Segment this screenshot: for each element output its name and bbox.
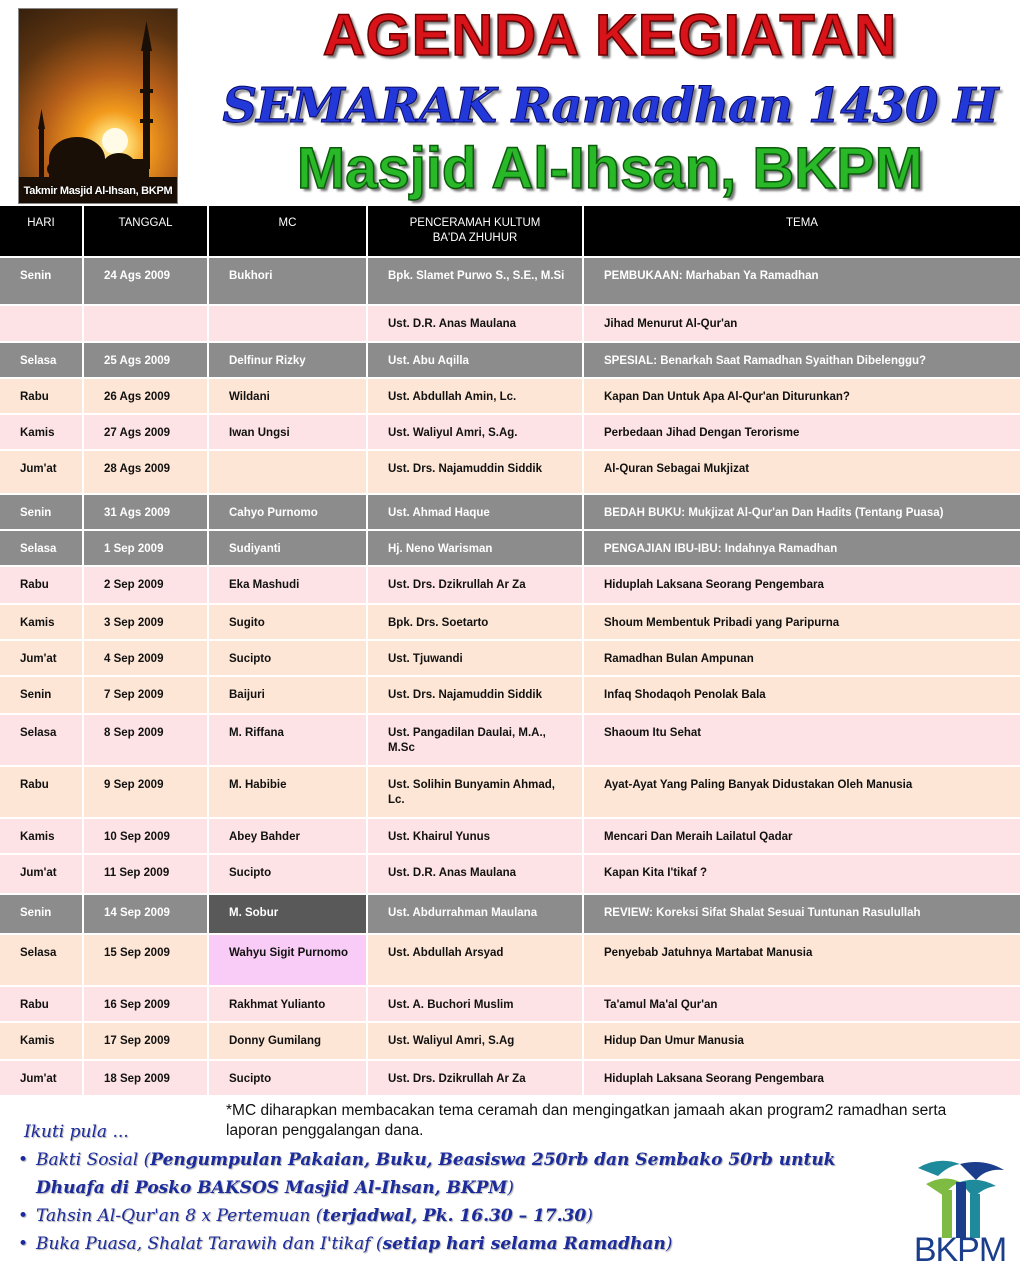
cell-hari: Senin <box>0 495 84 529</box>
cell-mc: M. Riffana <box>209 715 368 765</box>
item-suffix: ) <box>665 1234 673 1254</box>
cell-hari: Kamis <box>0 819 84 853</box>
cell-mc: Cahyo Purnomo <box>209 495 368 529</box>
cell-hari: Kamis <box>0 415 84 449</box>
cell-tanggal: 24 Ags 2009 <box>84 258 209 304</box>
table-row <box>0 605 1020 639</box>
bullet-icon: • <box>18 1206 29 1226</box>
item-prefix: Bakti Sosial ( <box>36 1150 151 1170</box>
footer-info <box>18 1122 878 1258</box>
cell-tema: REVIEW: Koreksi Sifat Shalat Sesuai Tuntunan Rasulullah <box>584 895 1020 933</box>
ikuti-label: Ikuti pula ... <box>24 1122 129 1142</box>
cell-tema: Mencari Dan Meraih Lailatul Qadar <box>584 819 1020 853</box>
cell-mc: Eka Mashudi <box>209 567 368 603</box>
cell-penceramah: Hj. Neno Warisman <box>368 531 584 565</box>
title-masjid: Masjid Al-Ihsan, BKPM <box>296 136 924 201</box>
cell-mc: M. Habibie <box>209 767 368 817</box>
cell-penceramah: Bpk. Slamet Purwo S., S.E., M.Si <box>368 258 584 304</box>
cell-penceramah: Ust. Abdurrahman Maulana <box>368 895 584 933</box>
cell-penceramah: Ust. Abdullah Amin, Lc. <box>368 379 584 413</box>
cell-hari: Rabu <box>0 767 84 817</box>
bullet-icon: • <box>18 1234 29 1254</box>
cell-mc: Wahyu Sigit Purnomo <box>209 935 368 985</box>
cell-penceramah: Ust. Pangadilan Daulai, M.A., M.Sc <box>368 715 584 765</box>
agenda-table <box>0 206 1020 1097</box>
cell-penceramah: Ust. Ahmad Haque <box>368 495 584 529</box>
cell-tanggal: 7 Sep 2009 <box>84 677 209 713</box>
title-semarak: SEMARAK Ramadhan 1430 H <box>222 78 998 134</box>
cell-hari: Senin <box>0 258 84 304</box>
cell-hari: Jum'at <box>0 641 84 675</box>
cell-tema: Hidup Dan Umur Manusia <box>584 1023 1020 1059</box>
item-detail: setiap hari selama Ramadhan <box>382 1234 666 1254</box>
mosque-silhouette <box>19 9 178 204</box>
bkpm-emblem-icon <box>898 1154 1022 1240</box>
cell-tema: Ta'amul Ma'al Qur'an <box>584 987 1020 1021</box>
item-suffix: ) <box>507 1178 514 1198</box>
cell-tema: Shoum Membentuk Pribadi yang Paripurna <box>584 605 1020 639</box>
cell-tanggal: 14 Sep 2009 <box>84 895 209 933</box>
cell-tema: Al-Quran Sebagai Mukjizat <box>584 451 1020 493</box>
cell-tanggal: 18 Sep 2009 <box>84 1061 209 1095</box>
cell-mc: Abey Bahder <box>209 819 368 853</box>
cell-tanggal <box>84 306 209 341</box>
cell-penceramah: Ust. Drs. Dzikrullah Ar Za <box>368 1061 584 1095</box>
item-prefix: Buka Puasa, Shalat Tarawih dan I'tikaf ( <box>36 1234 383 1254</box>
cell-mc <box>209 306 368 341</box>
cell-tema: Penyebab Jatuhnya Martabat Manusia <box>584 935 1020 985</box>
cell-tanggal: 10 Sep 2009 <box>84 819 209 853</box>
cell-hari: Senin <box>0 895 84 933</box>
table-row <box>0 677 1020 713</box>
cell-hari: Jum'at <box>0 855 84 893</box>
cell-penceramah: Ust. Waliyul Amri, S.Ag. <box>368 415 584 449</box>
cell-tanggal: 15 Sep 2009 <box>84 935 209 985</box>
table-row <box>0 567 1020 603</box>
cell-hari: Rabu <box>0 567 84 603</box>
cell-mc: Donny Gumilang <box>209 1023 368 1059</box>
bkpm-logo <box>898 1154 1022 1274</box>
cell-tema: Jihad Menurut Al-Qur'an <box>584 306 1020 341</box>
mosque-photo <box>18 8 178 204</box>
cell-mc: Rakhmat Yulianto <box>209 987 368 1021</box>
cell-mc: Sugito <box>209 605 368 639</box>
item-suffix: ) <box>586 1206 593 1226</box>
table-row <box>0 767 1020 817</box>
table-row <box>0 1061 1020 1095</box>
table-row <box>0 855 1020 893</box>
list-item <box>18 1202 878 1230</box>
cell-tema: Ayat-Ayat Yang Paling Banyak Didustakan Oleh Manusia <box>584 767 1020 817</box>
cell-penceramah: Ust. Khairul Yunus <box>368 819 584 853</box>
cell-hari <box>0 306 84 341</box>
cell-hari: Rabu <box>0 987 84 1021</box>
cell-hari: Senin <box>0 677 84 713</box>
cell-penceramah: Ust. A. Buchori Muslim <box>368 987 584 1021</box>
column-header-hari: HARI <box>0 206 84 256</box>
cell-tanggal: 1 Sep 2009 <box>84 531 209 565</box>
cell-tema: Infaq Shodaqoh Penolak Bala <box>584 677 1020 713</box>
cell-tanggal: 9 Sep 2009 <box>84 767 209 817</box>
table-row <box>0 895 1020 933</box>
table-row <box>0 819 1020 853</box>
cell-tema: BEDAH BUKU: Mukjizat Al-Qur'an Dan Hadits (Tentang Puasa) <box>584 495 1020 529</box>
cell-tema: SPESIAL: Benarkah Saat Ramadhan Syaithan Dibelenggu? <box>584 343 1020 377</box>
cell-tema: Hiduplah Laksana Seorang Pengembara <box>584 567 1020 603</box>
cell-penceramah: Ust. Drs. Dzikrullah Ar Za <box>368 567 584 603</box>
column-header-penceramah: PENCERAMAH KULTUM BA'DA ZHUHUR <box>368 206 584 256</box>
cell-tanggal: 26 Ags 2009 <box>84 379 209 413</box>
cell-penceramah: Bpk. Drs. Soetarto <box>368 605 584 639</box>
table-row <box>0 641 1020 675</box>
cell-mc <box>209 451 368 493</box>
table-row <box>0 306 1020 341</box>
item-text <box>36 1146 878 1202</box>
column-header-tema: TEMA <box>584 206 1020 256</box>
cell-hari: Jum'at <box>0 451 84 493</box>
cell-tema: Hiduplah Laksana Seorang Pengembara <box>584 1061 1020 1095</box>
cell-penceramah: Ust. Drs. Najamuddin Siddik <box>368 677 584 713</box>
cell-tanggal: 31 Ags 2009 <box>84 495 209 529</box>
cell-mc: Sudiyanti <box>209 531 368 565</box>
cell-hari: Jum'at <box>0 1061 84 1095</box>
cell-tanggal: 17 Sep 2009 <box>84 1023 209 1059</box>
table-row <box>0 495 1020 529</box>
cell-penceramah: Ust. Drs. Najamuddin Siddik <box>368 451 584 493</box>
logo-text: BKPM <box>913 1231 1007 1269</box>
cell-hari: Kamis <box>0 1023 84 1059</box>
cell-mc: Delfinur Rizky <box>209 343 368 377</box>
cell-tema: Ramadhan Bulan Ampunan <box>584 641 1020 675</box>
cell-tema: Shaoum Itu Sehat <box>584 715 1020 765</box>
item-text <box>36 1230 672 1258</box>
table-row <box>0 258 1020 304</box>
cell-tema: Kapan Kita I'tikaf ? <box>584 855 1020 893</box>
table-row <box>0 343 1020 377</box>
cell-mc: Sucipto <box>209 855 368 893</box>
item-prefix: Tahsin Al-Qur'an 8 x Pertemuan ( <box>36 1206 323 1226</box>
cell-hari: Selasa <box>0 343 84 377</box>
table-row <box>0 451 1020 493</box>
cell-mc: Sucipto <box>209 641 368 675</box>
table-row <box>0 935 1020 985</box>
photo-caption: Takmir Masjid Al-Ihsan, BKPM <box>23 185 173 197</box>
table-row <box>0 415 1020 449</box>
cell-tema: Perbedaan Jihad Dengan Terorisme <box>584 415 1020 449</box>
cell-tanggal: 3 Sep 2009 <box>84 605 209 639</box>
cell-penceramah: Ust. D.R. Anas Maulana <box>368 306 584 341</box>
cell-mc: Baijuri <box>209 677 368 713</box>
mc-note: *MC diharapkan membacakan tema ceramah dan mengingatkan jamaah akan program2 ramadhan serta laporan penggalangan dana. <box>226 1102 947 1139</box>
item-text <box>36 1202 593 1230</box>
cell-penceramah: Ust. D.R. Anas Maulana <box>368 855 584 893</box>
table-row <box>0 531 1020 565</box>
cell-mc: Sucipto <box>209 1061 368 1095</box>
table-header-row <box>0 206 1020 256</box>
table-row <box>0 379 1020 413</box>
cell-tema: PEMBUKAAN: Marhaban Ya Ramadhan <box>584 258 1020 304</box>
table-row <box>0 987 1020 1021</box>
cell-mc: Wildani <box>209 379 368 413</box>
sun-icon <box>102 128 128 154</box>
title-agenda: AGENDA KEGIATAN <box>322 3 898 68</box>
cell-tanggal: 27 Ags 2009 <box>84 415 209 449</box>
cell-hari: Rabu <box>0 379 84 413</box>
item-detail: Pengumpulan Pakaian, Buku, Beasiswa 250rb dan Sembako 50rb untuk Dhuafa di Posko BAKSOS Masjid Al-Ihsan, BKPM <box>36 1150 836 1198</box>
cell-tema: PENGAJIAN IBU-IBU: Indahnya Ramadhan <box>584 531 1020 565</box>
cell-tanggal: 4 Sep 2009 <box>84 641 209 675</box>
cell-tanggal: 8 Sep 2009 <box>84 715 209 765</box>
column-header-mc: MC <box>209 206 368 256</box>
cell-tanggal: 11 Sep 2009 <box>84 855 209 893</box>
list-item <box>18 1146 878 1202</box>
table-row <box>0 715 1020 765</box>
list-item <box>18 1230 878 1258</box>
cell-tanggal: 2 Sep 2009 <box>84 567 209 603</box>
cell-penceramah: Ust. Abdullah Arsyad <box>368 935 584 985</box>
cell-mc: Iwan Ungsi <box>209 415 368 449</box>
cell-penceramah: Ust. Abu Aqilla <box>368 343 584 377</box>
item-detail: terjadwal, Pk. 16.30 – 17.30 <box>322 1206 587 1226</box>
cell-hari: Kamis <box>0 605 84 639</box>
cell-tanggal: 25 Ags 2009 <box>84 343 209 377</box>
column-header-tanggal: TANGGAL <box>84 206 209 256</box>
cell-penceramah: Ust. Solihin Bunyamin Ahmad, Lc. <box>368 767 584 817</box>
cell-tema: Kapan Dan Untuk Apa Al-Qur'an Diturunkan? <box>584 379 1020 413</box>
cell-penceramah: Ust. Waliyul Amri, S.Ag <box>368 1023 584 1059</box>
cell-hari: Selasa <box>0 715 84 765</box>
cell-mc: Bukhori <box>209 258 368 304</box>
cell-tanggal: 16 Sep 2009 <box>84 987 209 1021</box>
table-row <box>0 1023 1020 1059</box>
cell-tanggal: 28 Ags 2009 <box>84 451 209 493</box>
cell-hari: Selasa <box>0 531 84 565</box>
bullet-icon: • <box>18 1150 29 1170</box>
cell-penceramah: Ust. Tjuwandi <box>368 641 584 675</box>
cell-hari: Selasa <box>0 935 84 985</box>
cell-mc: M. Sobur <box>209 895 368 933</box>
